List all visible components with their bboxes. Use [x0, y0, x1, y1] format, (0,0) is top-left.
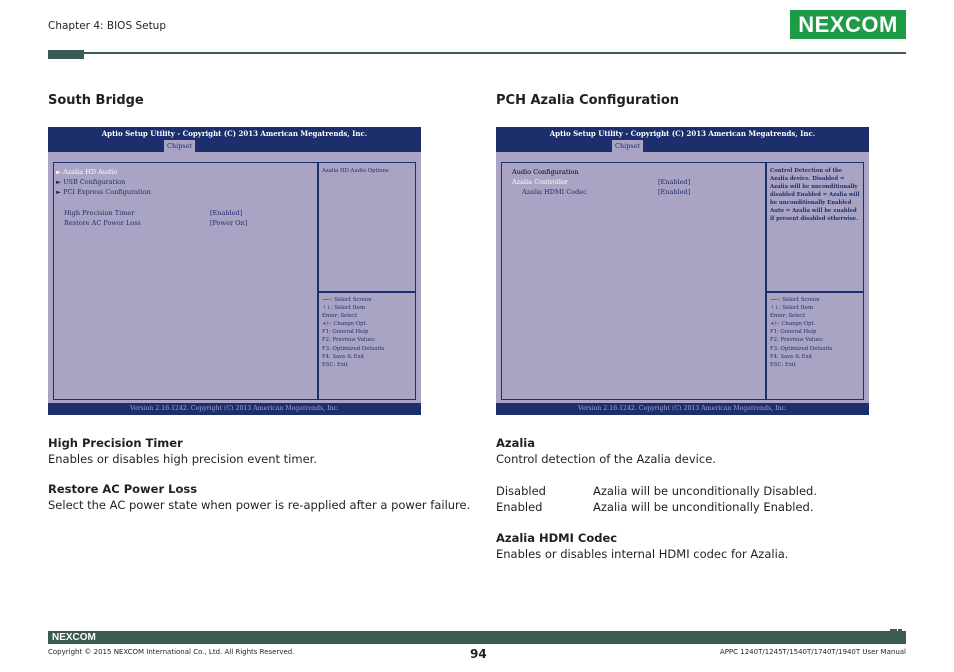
key-hint: F4: Save & Exit [322, 353, 365, 360]
key-hint: →←: Select Screen [770, 297, 820, 303]
key-hint: F3: Optimized Defaults [770, 345, 833, 352]
option-text-enabled: Azalia will be unconditionally Enabled. [593, 500, 814, 514]
footer-square-decoration [890, 629, 897, 636]
key-hint: →←: Select Screen [322, 297, 372, 303]
footer-logo: NEXCOM [52, 632, 96, 643]
section-title-pch-azalia: PCH Azalia Configuration [496, 93, 680, 108]
bios-screen-pch-azalia [496, 127, 869, 415]
footer-copyright: Copyright © 2015 NEXCOM International Co., Ltd. All Rights Reserved. [48, 648, 295, 656]
key-hint: F1: General Help [322, 329, 369, 336]
header-rule [84, 52, 906, 54]
key-hint: F2: Previous Values [770, 337, 823, 344]
bios-keys-panel [318, 292, 416, 400]
key-hint: ESC: Exit [770, 361, 796, 368]
setting-high-precision-timer-value[interactable]: [Enabled] [210, 209, 243, 217]
option-name-enabled: Enabled [496, 500, 543, 514]
setting-azalia-hdmi-codec-value[interactable]: [Enabled] [658, 188, 691, 196]
setting-azalia-controller-value[interactable]: [Enabled] [658, 178, 691, 186]
key-hint: ESC: Exit [322, 361, 348, 368]
bios-help-panel [766, 162, 864, 292]
menu-pci-express-configuration[interactable]: ► PCI Express Configuration [56, 188, 151, 196]
footer-square-decoration [898, 629, 902, 633]
key-hint: F3: Optimized Defaults [322, 345, 385, 352]
option-text-disabled: Azalia will be unconditionally Disabled. [593, 484, 817, 498]
header-accent-bar [48, 50, 84, 59]
setting-restore-ac-power-loss-label[interactable]: Restore AC Power Loss [64, 219, 141, 227]
setting-restore-ac-power-loss-value[interactable]: [Power On] [210, 219, 248, 227]
bios-help-text: Azalia HD Audio Options [322, 168, 389, 174]
bios-screen-south-bridge [48, 127, 421, 415]
key-hint: ↑↓: Select Item [770, 305, 814, 312]
footer-bar [48, 631, 906, 644]
section-title-south-bridge: South Bridge [48, 93, 144, 108]
setting-azalia-hdmi-codec-label[interactable]: Azalia HDMI Codec [522, 188, 587, 196]
page-number: 94 [470, 647, 487, 661]
audio-configuration-heading: Audio Configuration [512, 168, 579, 176]
key-hint: Enter: Select [770, 313, 806, 320]
menu-azalia-hd-audio[interactable]: ► Azalia HD Audio [56, 168, 118, 176]
bios-tab-bar [48, 140, 421, 152]
desc-text-azalia-hdmi-codec: Enables or disables internal HDMI codec for Azalia. [496, 547, 789, 561]
key-hint: F1: General Help [770, 329, 817, 336]
key-hint: +/-: Change Opt. [322, 321, 368, 328]
footer-square-decoration [898, 637, 905, 644]
menu-usb-configuration[interactable]: ► USB Configuration [56, 178, 126, 186]
key-hint: F2: Previous Values [322, 337, 375, 344]
bios-main-panel [53, 162, 318, 400]
desc-text-high-precision-timer: Enables or disables high precision event timer. [48, 452, 317, 466]
bios-footer: Version 2.16.1242. Copyright (C) 2013 American Megatrends, Inc. [48, 403, 421, 415]
bios-footer: Version 2.16.1242. Copyright (C) 2013 American Megatrends, Inc. [496, 403, 869, 415]
bios-tab-bar [496, 140, 869, 152]
chapter-title: Chapter 4: BIOS Setup [48, 20, 167, 32]
bios-title: Aptio Setup Utility - Copyright (C) 2013 American Megatrends, Inc. [48, 127, 421, 140]
desc-title-azalia-hdmi-codec: Azalia HDMI Codec [496, 531, 618, 545]
nexcom-logo: NEXCOM [790, 10, 906, 39]
setting-high-precision-timer-label[interactable]: High Precision Timer [64, 209, 135, 217]
footer-manual-title: APPC 1240T/1245T/1540T/1740T/1940T User Manual [719, 648, 906, 656]
bios-title: Aptio Setup Utility - Copyright (C) 2013 American Megatrends, Inc. [496, 127, 869, 140]
key-hint: Enter: Select [322, 313, 358, 320]
desc-text-restore-ac-power-loss: Select the AC power state when power is re-applied after a power failure. [48, 498, 471, 512]
desc-title-high-precision-timer: High Precision Timer [48, 436, 183, 450]
key-hint: ↑↓: Select Item [322, 305, 366, 312]
bios-keys-panel [766, 292, 864, 400]
bios-key-list [322, 296, 384, 369]
bios-help-text: Control Detection of the Azalia device. Disabled = Azalia will be unconditionally disabled Enabled = Azalia will be unconditionally Enabled Auto = Azalia will be enabled if present disabled otherwise. [770, 168, 860, 222]
bios-tab-chipset[interactable]: Chipset [612, 140, 643, 152]
bios-tab-chipset[interactable]: Chipset [164, 140, 195, 152]
desc-title-azalia: Azalia [496, 436, 535, 450]
bios-main-panel [501, 162, 766, 400]
desc-text-azalia: Control detection of the Azalia device. [496, 452, 716, 466]
key-hint: +/-: Change Opt. [770, 321, 816, 328]
option-name-disabled: Disabled [496, 484, 546, 498]
setting-azalia-controller-label[interactable]: Azalia Controller [512, 178, 568, 186]
bios-key-list [770, 296, 832, 369]
bios-help-panel [318, 162, 416, 292]
key-hint: F4: Save & Exit [770, 353, 813, 360]
desc-title-restore-ac-power-loss: Restore AC Power Loss [48, 482, 198, 496]
